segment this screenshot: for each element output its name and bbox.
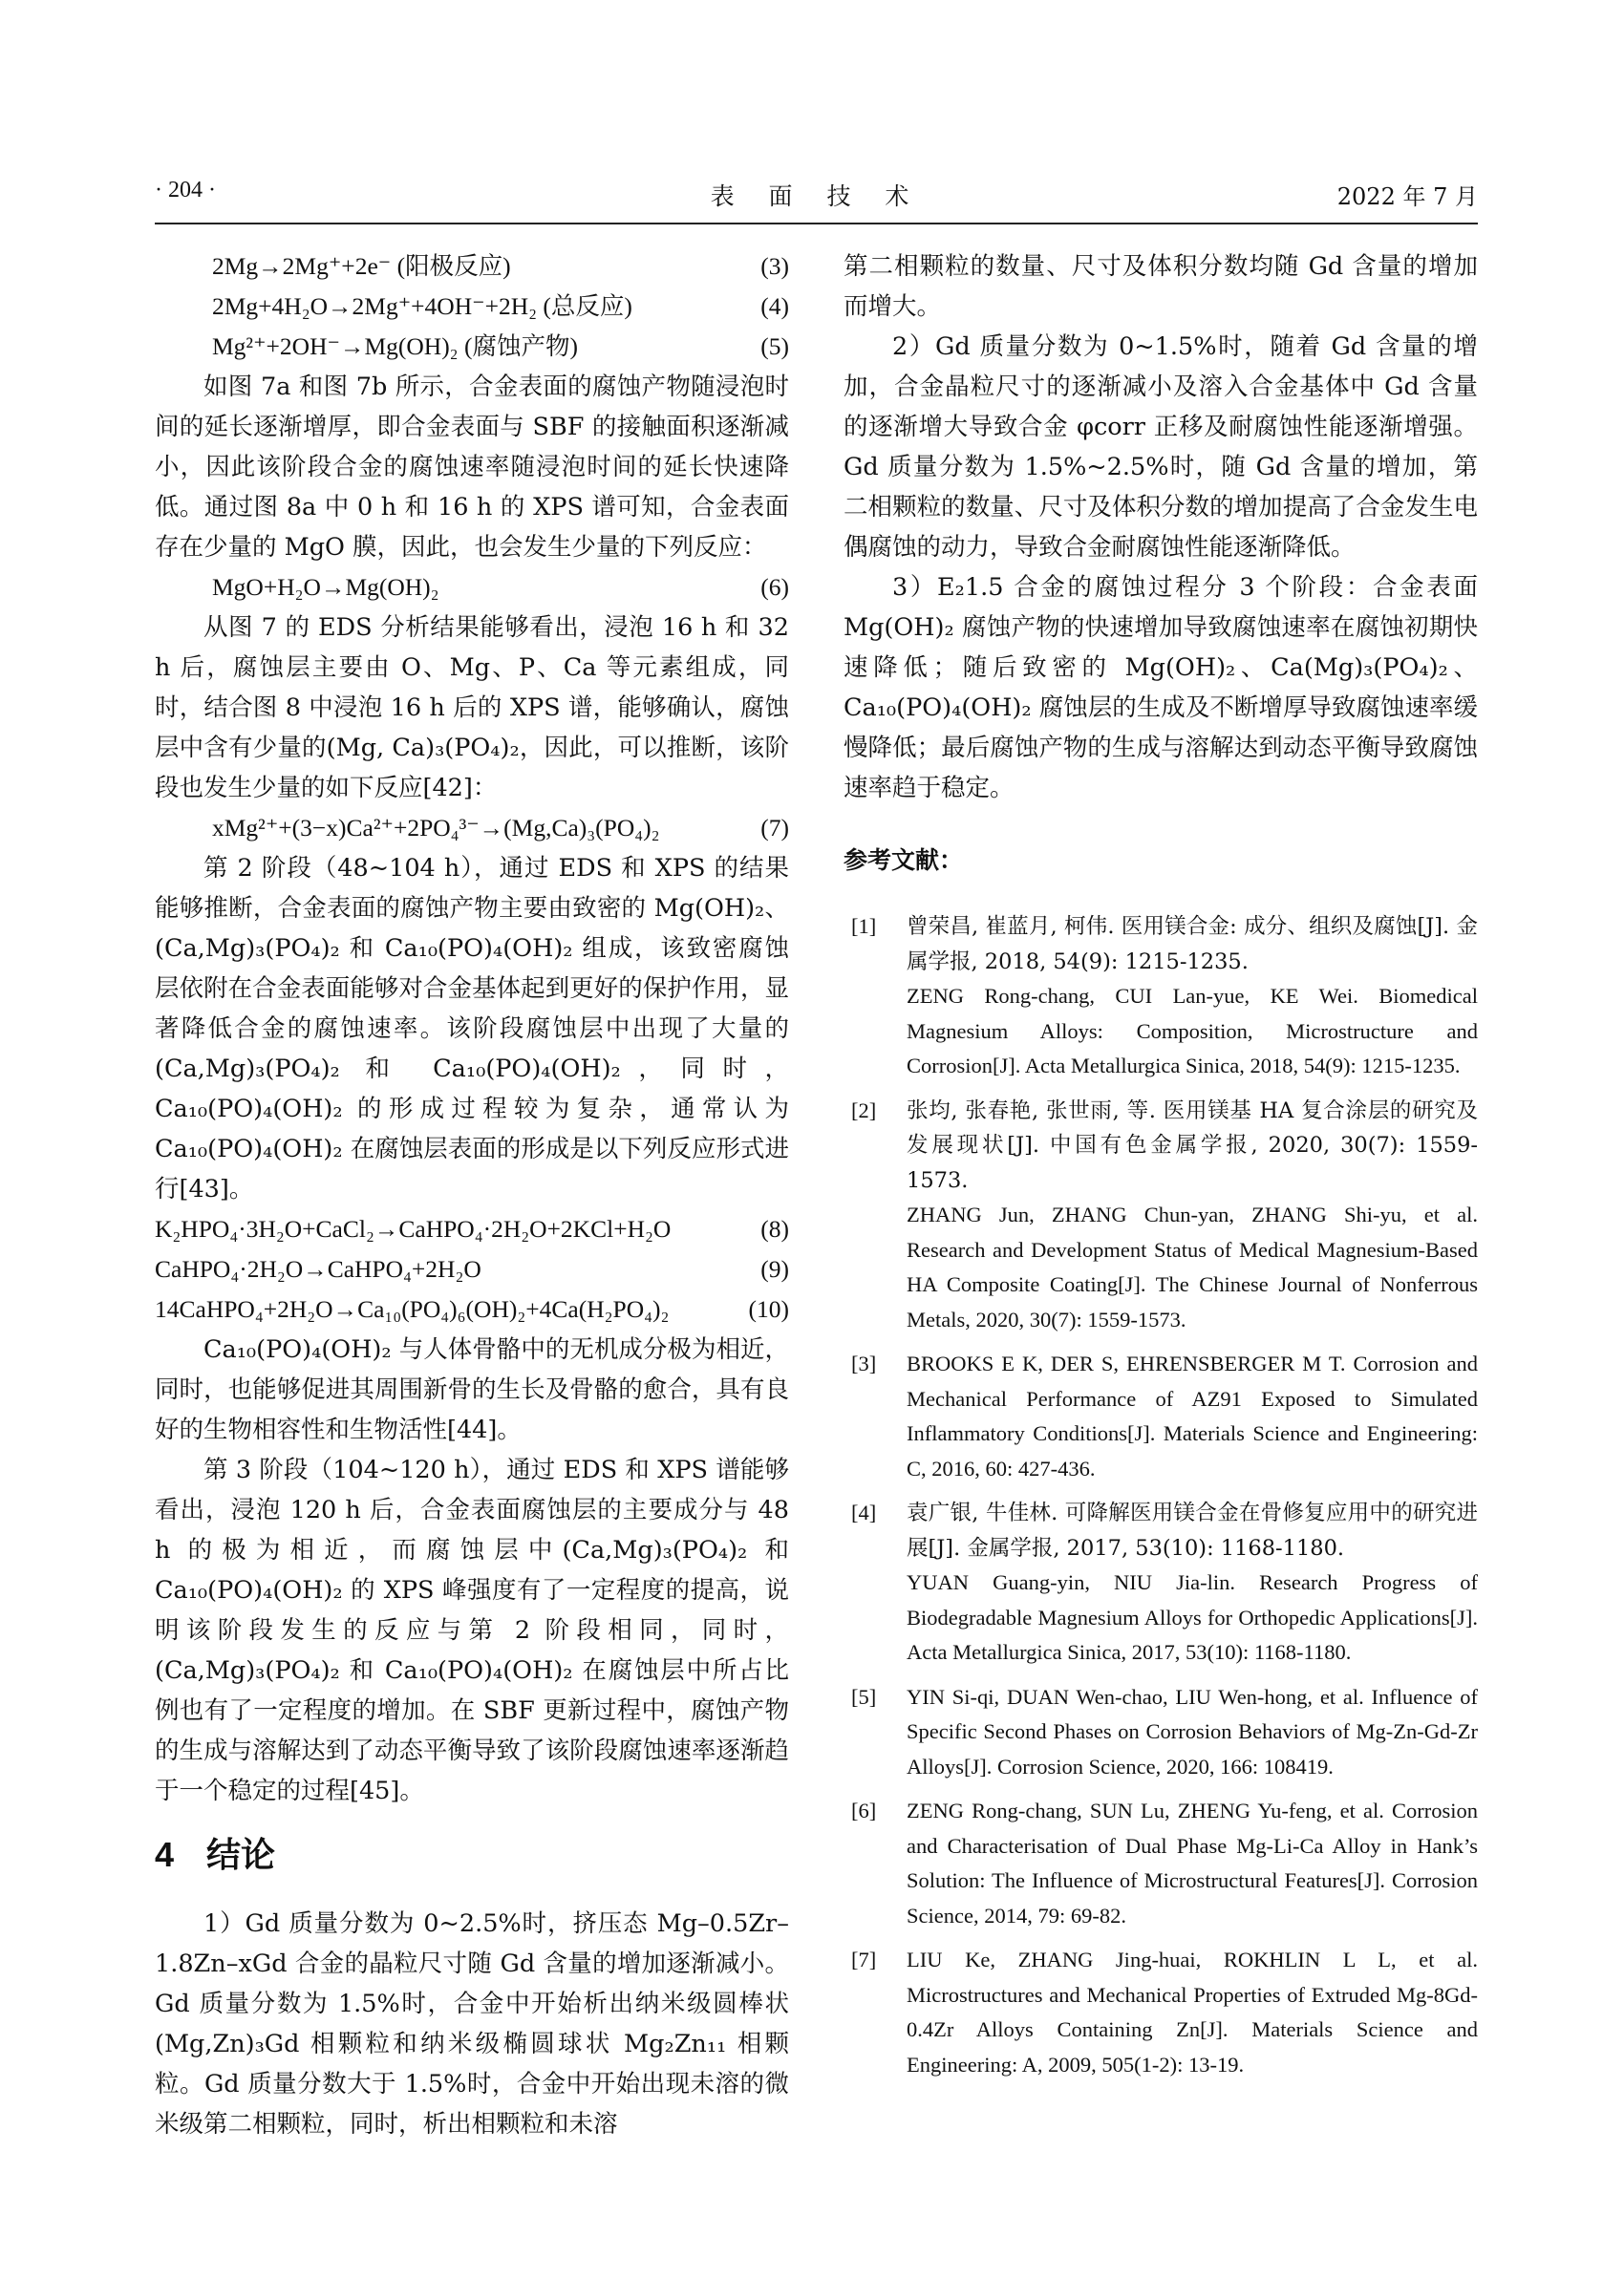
conclusion-3: 3）E₂1.5 合金的腐蚀过程分 3 个阶段：合金表面 Mg(OH)₂ 腐蚀产物的快速增加导致腐蚀速率在腐蚀初期快速降低；随后致密的 Mg(OH)₂、Ca(Mg)₃(PO₄)₂、Ca₁₀(PO)₄(OH)₂ 腐蚀层的生成及不断增厚导致腐蚀速率缓慢降低；最后腐蚀产物的生成与溶解达到动态平衡导致腐蚀速率趋于稳定。: [844, 573, 1478, 802]
paragraph-eds: 从图 7 的 EDS 分析结果能够看出，浸泡 16 h 和 32 h 后，腐蚀层主要由 O、Mg、P、Ca 等元素组成，同时，结合图 8 中浸泡 16 h 后的 XPS 谱，能够确认，腐蚀层中含有少量的(Mg, Ca)₃(PO₄)₂，因此，可以推断，该阶段也发生少量的如下反应[42]：: [155, 613, 789, 802]
reference-english: YIN Si-qi, DUAN Wen-chao, LIU Wen-hong, et al. Influence of Specific Second Phases on Corrosion Behaviors of Mg-Zn-Gd-Zr Alloys[J]. Corrosion Science, 2020, 166: 108419.: [907, 1684, 1478, 1779]
equation-4: [155, 287, 789, 327]
equation-10: [155, 1289, 789, 1330]
paragraph-hydroxyapatite: Ca₁₀(PO)₄(OH)₂ 与人体骨骼中的无机成分极为相近，同时，也能够促进其周围新骨的生长及骨骼的愈合，具有良好的生物相容性和生物活性[44]。: [155, 1335, 789, 1444]
reference-item: [844, 1943, 1478, 2082]
reference-english: BROOKS E K, DER S, EHRENSBERGER M T. Corrosion and Mechanical Performance of AZ91 Exposed to Simulated Inflammatory Conditions[J]. Materials Science and Engineering: C, 2016, 60: 427-436.: [907, 1352, 1478, 1481]
reference-item: [844, 909, 1478, 1084]
reference-item: [844, 1347, 1478, 1486]
equation-number: (6): [760, 573, 789, 601]
reference-chinese: 袁广银, 牛佳林. 可降解医用镁合金在骨修复应用中的研究进展[J]. 金属学报, 2017, 53(10): 1168-1180.: [907, 1501, 1478, 1561]
reference-english: LIU Ke, ZHANG Jing-huai, ROKHLIN L L, et al. Microstructures and Mechanical Properties of Extruded Mg-8Gd-0.4Zr Alloys Containing Zn[J]. Materials Science and Engineering: A, 2009, 505(1-2): 13-19.: [907, 1948, 1478, 2077]
equation-expression: xMg²⁺+(3−x)Ca²⁺+2PO₄³⁻→(Mg,Ca)₃(PO₄)₂: [212, 814, 660, 842]
reference-number: [4]: [851, 1501, 877, 1524]
equation-expression: Mg²⁺+2OH⁻→Mg(OH)₂ (腐蚀产物): [212, 332, 578, 360]
equation-expression: 2Mg→2Mg⁺+2e⁻ (阳极反应): [212, 252, 511, 280]
equation-expression: 14CaHPO₄+2H₂O→Ca₁₀(PO₄)₆(OH)₂+4Ca(H₂PO₄)₂: [155, 1295, 670, 1323]
equation-expression: CaHPO₄·2H₂O→CaHPO₄+2H₂O: [155, 1255, 481, 1283]
reference-english: YUAN Guang-yin, NIU Jia-lin. Research Progress of Biodegradable Magnesium Alloys for Orthopedic Applications[J]. Acta Metallurgica Sinica, 2017, 53(10): 1168-1180.: [907, 1570, 1478, 1664]
paragraph-stage3: 第 3 阶段（104~120 h），通过 EDS 和 XPS 谱能够看出，浸泡 120 h 后，合金表面腐蚀层的主要成分与 48 h 的极为相近，而腐蚀层中(Ca,Mg)₃(PO₄)₂ 和 Ca₁₀(PO)₄(OH)₂ 的 XPS 峰强度有了一定程度的提高，说明该阶段发生的反应与第 2 阶段相同，同时，(Ca,Mg)₃(PO₄)₂ 和 Ca₁₀(PO)₄(OH)₂ 在腐蚀层中所占比例也有了一定程度的增加。在 SBF 更新过程中，腐蚀产物的生成与溶解达到了动态平衡导致了该阶段腐蚀速率逐渐趋于一个稳定的过程[45]。: [155, 1456, 789, 1805]
equation-number: (7): [760, 814, 789, 842]
equation-number: (5): [760, 332, 789, 360]
equation-7: [155, 808, 789, 848]
reference-english: ZENG Rong-chang, CUI Lan-yue, KE Wei. Biomedical Magnesium Alloys: Composition, Microstructure and Corrosion[J]. Acta Metallurgica Sinica, 2018, 54(9): 1215-1235.: [907, 984, 1478, 1077]
equation-number: (9): [760, 1255, 789, 1283]
paragraph-stage2: 第 2 阶段（48~104 h），通过 EDS 和 XPS 的结果能够推断，合金表面的腐蚀产物主要由致密的 Mg(OH)₂、(Ca,Mg)₃(PO₄)₂ 和 Ca₁₀(PO)₄(OH)₂ 组成，该致密腐蚀层依附在合金表面能够对合金基体起到更好的保护作用，显著降低合金的腐蚀速率。该阶段腐蚀层中出现了大量的(Ca,Mg)₃(PO₄)₂ 和 Ca₁₀(PO)₄(OH)₂，同时，Ca₁₀(PO)₄(OH)₂ 的形成过程较为复杂，通常认为 Ca₁₀(PO)₄(OH)₂ 在腐蚀层表面的形成是以下列反应形式进行[43]。: [155, 854, 789, 1204]
reference-list: [844, 909, 1478, 2082]
references-heading: 参考文献：: [844, 846, 964, 874]
equation-expression: 2Mg+4H₂O→2Mg⁺+4OH⁻+2H₂ (总反应): [212, 292, 632, 320]
header-rule: [155, 223, 1478, 224]
reference-number: [3]: [851, 1352, 877, 1375]
section-title: 结论: [206, 1836, 276, 1875]
conclusion-1: 1）Gd 质量分数为 0~2.5%时，挤压态 Mg–0.5Zr–1.8Zn–xGd 合金的晶粒尺寸随 Gd 含量的增加逐渐减小。Gd 质量分数为 1.5%时，合金中开始析出纳米级圆棒状(Mg,Zn)₃Gd 相颗粒和纳米级椭圆球状 Mg₂Zn₁₁ 相颗粒。Gd 质量分数大于 1.5%时，合金中开始出现未溶的微米级第二相颗粒，同时，析出相颗粒和未溶: [155, 1909, 789, 2139]
page-header: [155, 178, 1478, 216]
equation-number: (4): [760, 292, 789, 320]
right-column: [844, 246, 1478, 2092]
issue-date: 2022 年 7 月: [1336, 183, 1478, 210]
reference-number: [7]: [851, 1948, 877, 1971]
equation-expression: K₂HPO₄·3H₂O+CaCl₂→CaHPO₄·2H₂O+2KCl+H₂O: [155, 1215, 672, 1243]
equation-number: (8): [760, 1215, 789, 1243]
reference-item: [844, 1680, 1478, 1785]
conclusion-2: 2）Gd 质量分数为 0~1.5%时，随着 Gd 含量的增加，合金晶粒尺寸的逐渐减小及溶入合金基体中 Gd 含量的逐渐增大导致合金 φcorr 正移及耐腐蚀性能逐渐增强。Gd 质量分数为 1.5%~2.5%时，随 Gd 含量的增加，第二相颗粒的数量、尺寸及体积分数的增加提高了合金发生电偶腐蚀的动力，导致合金耐腐蚀性能逐渐降低。: [844, 332, 1478, 562]
section-number: 4: [155, 1835, 175, 1874]
reference-number: [5]: [851, 1684, 877, 1709]
equation-6: [155, 567, 789, 607]
reference-chinese: 曾荣昌, 崔蓝月, 柯伟. 医用镁合金: 成分、组织及腐蚀[J]. 金属学报, 2018, 54(9): 1215-1235.: [907, 914, 1478, 974]
equation-8: [155, 1209, 789, 1249]
equation-expression: MgO+H₂O→Mg(OH)₂: [212, 573, 439, 601]
journal-title: 表 面 技 术: [710, 182, 923, 210]
section-heading: [155, 1832, 789, 1879]
reference-number: [2]: [851, 1097, 877, 1122]
page-number: · 204 ·: [155, 178, 216, 202]
reference-number: [1]: [851, 914, 877, 938]
reference-item: [844, 1496, 1478, 1671]
equation-number: (3): [760, 252, 789, 280]
left-column: [155, 246, 789, 2144]
equation-9: [155, 1249, 789, 1289]
equation-3: [155, 246, 789, 287]
reference-chinese: 张均, 张春艳, 张世雨, 等. 医用镁基 HA 复合涂层的研究及发展现状[J]. 中国有色金属学报, 2020, 30(7): 1559-1573.: [907, 1097, 1478, 1193]
reference-english: ZENG Rong-chang, SUN Lu, ZHENG Yu-feng, et al. Corrosion and Characterisation of Dual Phase Mg-Li-Ca Alloy in Hank’s Solution: The Influence of Microstructural Features[J]. Corrosion Science, 2014, 79: 69-82.: [907, 1799, 1478, 1928]
paragraph-stage1: 如图 7a 和图 7b 所示，合金表面的腐蚀产物随浸泡时间的延长逐渐增厚，即合金表面与 SBF 的接触面积逐渐减小，因此该阶段合金的腐蚀速率随浸泡时间的延长快速降低。通过图 8a 中 0 h 和 16 h 的 XPS 谱可知，合金表面存在少量的 MgO 膜，因此，也会发生少量的下列反应：: [155, 373, 789, 562]
equation-number: (10): [748, 1295, 789, 1323]
reference-item: [844, 1094, 1478, 1338]
reference-english: ZHANG Jun, ZHANG Chun-yan, ZHANG Shi-yu, et al. Research and Development Status of Medical Magnesium-Based HA Composite Coating[J]. The Chinese Journal of Nonferrous Metals, 2020, 30(7): 1559-1573.: [907, 1203, 1478, 1332]
conclusion-1-continued: 第二相颗粒的数量、尺寸及体积分数均随 Gd 含量的增加而增大。: [844, 252, 1478, 321]
equation-5: [155, 327, 789, 367]
reference-number: [6]: [851, 1799, 877, 1822]
reference-item: [844, 1794, 1478, 1933]
